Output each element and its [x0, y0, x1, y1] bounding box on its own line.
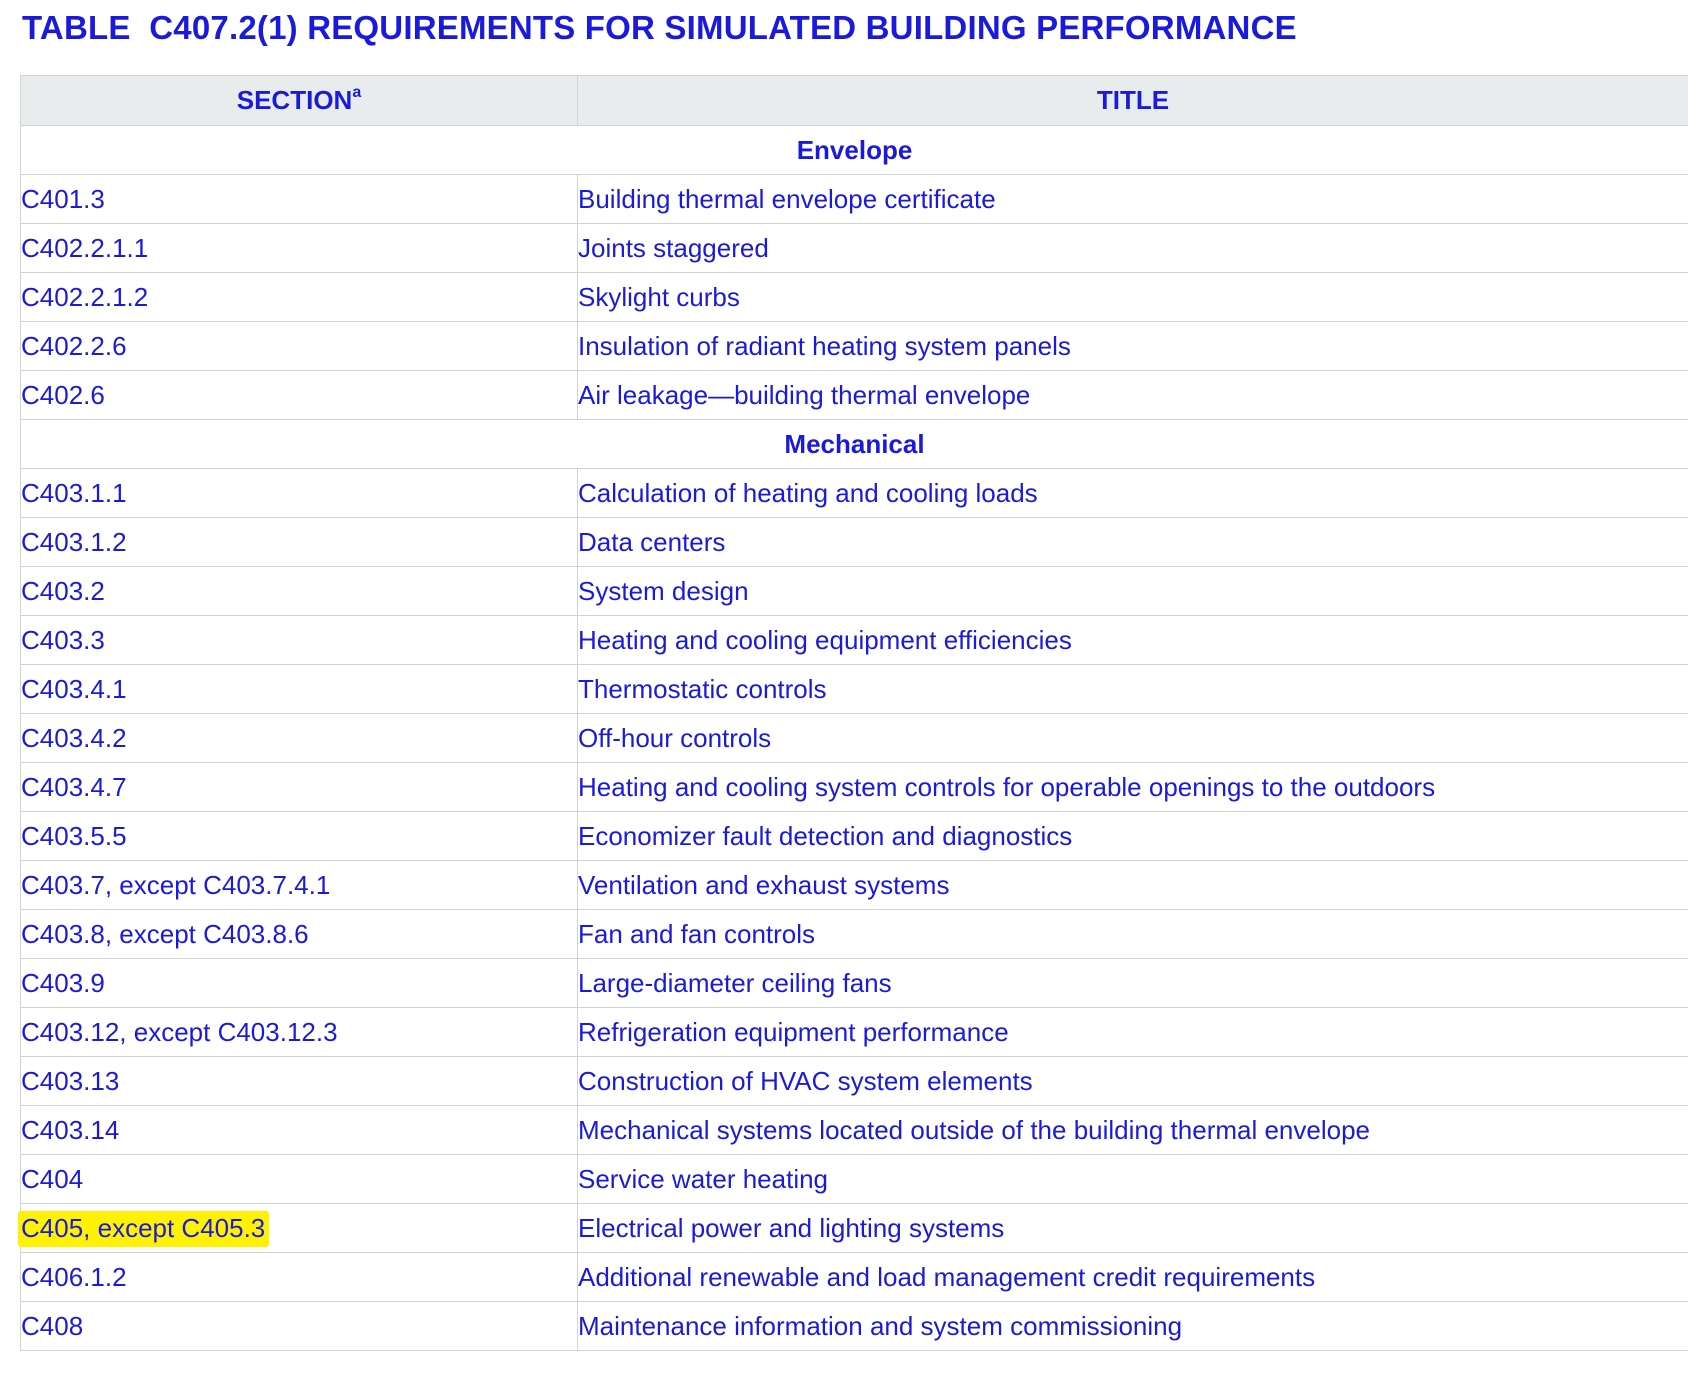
title-cell: System design: [578, 567, 1688, 616]
table-row: [21, 1057, 1688, 1106]
title-cell: Thermostatic controls: [578, 665, 1688, 714]
section-link[interactable]: C406.1.2: [21, 1253, 578, 1302]
table-row: [21, 567, 1688, 616]
title-cell: Refrigeration equipment performance: [578, 1008, 1688, 1057]
table-row: [21, 518, 1688, 567]
table-row: [21, 910, 1688, 959]
table-row: [21, 1155, 1688, 1204]
title-cell: Joints staggered: [578, 224, 1688, 273]
section-link[interactable]: C402.2.1.1: [21, 224, 578, 273]
table-row: [21, 1302, 1688, 1351]
title-cell: Service water heating: [578, 1155, 1688, 1204]
table-row: [21, 1008, 1688, 1057]
title-cell: Fan and fan controls: [578, 910, 1688, 959]
table-row: [21, 1253, 1688, 1302]
table-row: [21, 714, 1688, 763]
title-cell: Off-hour controls: [578, 714, 1688, 763]
group-row-mechanical: [21, 420, 1688, 469]
section-link[interactable]: C403.7, except C403.7.4.1: [21, 861, 578, 910]
title-cell: Calculation of heating and cooling loads: [578, 469, 1688, 518]
title-cell: Electrical power and lighting systems: [578, 1204, 1688, 1253]
section-link[interactable]: C403.4.7: [21, 763, 578, 812]
table-row: [21, 273, 1688, 322]
table-row: [21, 763, 1688, 812]
title-cell: Skylight curbs: [578, 273, 1688, 322]
section-link[interactable]: C402.2.1.2: [21, 273, 578, 322]
section-link[interactable]: C403.3: [21, 616, 578, 665]
group-row-envelope: [21, 126, 1688, 175]
requirements-table: [20, 75, 1688, 1351]
section-link[interactable]: C402.6: [21, 371, 578, 420]
table-row: [21, 224, 1688, 273]
title-cell: Air leakage—building thermal envelope: [578, 371, 1688, 420]
group-label: Envelope: [21, 126, 1688, 175]
footnote-marker[interactable]: a: [352, 84, 362, 102]
section-link[interactable]: C403.13: [21, 1057, 578, 1106]
title-cell: Construction of HVAC system elements: [578, 1057, 1688, 1106]
title-cell: Ventilation and exhaust systems: [578, 861, 1688, 910]
group-label: Mechanical: [21, 420, 1688, 469]
highlighted-section-link[interactable]: C405, except C405.3: [18, 1211, 269, 1247]
table-row: [21, 322, 1688, 371]
table-header-row: [21, 76, 1688, 126]
table-row: [21, 1106, 1688, 1155]
section-link[interactable]: C403.5.5: [21, 812, 578, 861]
title-cell: Economizer fault detection and diagnostics: [578, 812, 1688, 861]
title-cell: Additional renewable and load management credit requirements: [578, 1253, 1688, 1302]
title-cell: Maintenance information and system commissioning: [578, 1302, 1688, 1351]
table-row: [21, 469, 1688, 518]
title-cell: Insulation of radiant heating system panels: [578, 322, 1688, 371]
section-link[interactable]: C403.1.1: [21, 469, 578, 518]
title-cell: Large-diameter ceiling fans: [578, 959, 1688, 1008]
title-cell: Data centers: [578, 518, 1688, 567]
table-row: [21, 371, 1688, 420]
table-row-highlighted: [21, 1204, 1688, 1253]
column-header-title: TITLE: [578, 76, 1688, 126]
section-link[interactable]: C403.4.1: [21, 665, 578, 714]
title-cell: Building thermal envelope certificate: [578, 175, 1688, 224]
section-link[interactable]: C408: [21, 1302, 578, 1351]
section-link[interactable]: C403.8, except C403.8.6: [21, 910, 578, 959]
section-link[interactable]: C403.9: [21, 959, 578, 1008]
table-row: [21, 175, 1688, 224]
title-cell: Mechanical systems located outside of the building thermal envelope: [578, 1106, 1688, 1155]
section-cell: [21, 1204, 578, 1253]
table-row: [21, 616, 1688, 665]
section-link[interactable]: C404: [21, 1155, 578, 1204]
table-row: [21, 665, 1688, 714]
title-cell: Heating and cooling system controls for operable openings to the outdoors: [578, 763, 1688, 812]
title-cell: Heating and cooling equipment efficiencies: [578, 616, 1688, 665]
section-link[interactable]: C403.14: [21, 1106, 578, 1155]
section-link[interactable]: C403.2: [21, 567, 578, 616]
table-row: [21, 812, 1688, 861]
section-link[interactable]: C403.12, except C403.12.3: [21, 1008, 578, 1057]
section-link[interactable]: C402.2.6: [21, 322, 578, 371]
section-link[interactable]: C403.4.2: [21, 714, 578, 763]
table-row: [21, 959, 1688, 1008]
column-header-section: SECTION$^a$: [21, 76, 578, 126]
section-link[interactable]: C403.1.2: [21, 518, 578, 567]
table-row: [21, 861, 1688, 910]
section-link[interactable]: C401.3: [21, 175, 578, 224]
page-title: TABLE C407.2(1) REQUIREMENTS FOR SIMULATED BUILDING PERFORMANCE: [22, 9, 1297, 46]
